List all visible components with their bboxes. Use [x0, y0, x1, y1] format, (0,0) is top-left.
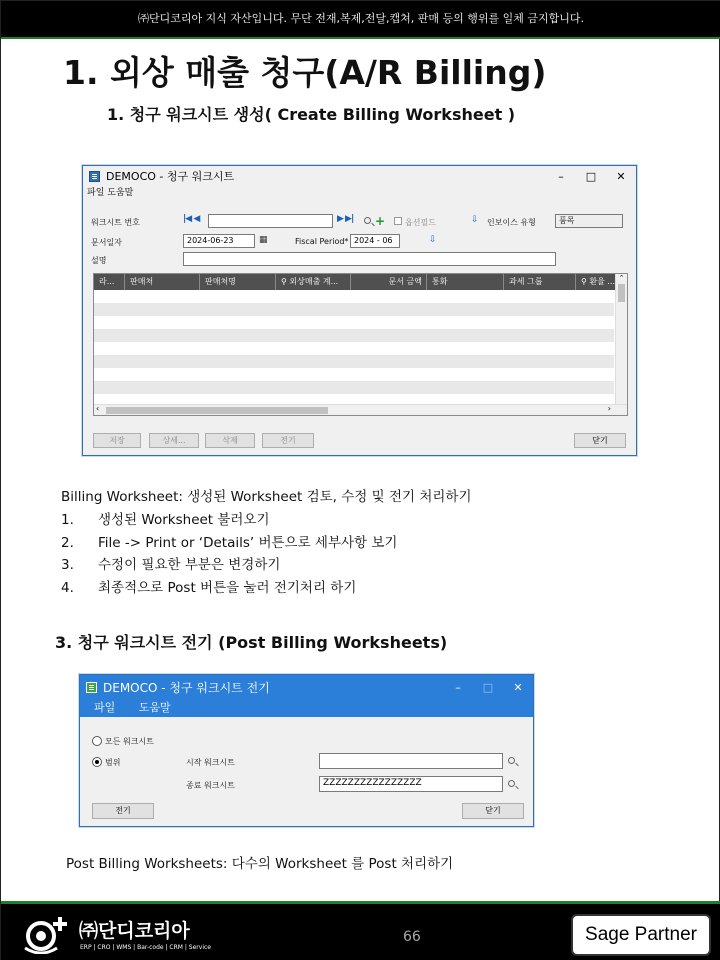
menu-bar[interactable]: 파일 도움말	[87, 188, 134, 198]
intro-text: Billing Worksheet: 생성된 Worksheet 검토, 수정 및 전기 처리하기	[61, 489, 472, 505]
window-titlebar[interactable]	[83, 166, 636, 186]
sage-partner-logo: Sage Partner	[571, 914, 711, 956]
all-worksheets-radio[interactable]	[92, 736, 102, 746]
company-name: ㈜단디코리아	[79, 920, 190, 942]
vertical-scrollbar[interactable]	[615, 274, 627, 406]
company-tagline: ERP | CRO | WMS | Bar-code | CRM | Service	[80, 944, 211, 951]
option-field-label: 옵션필드	[405, 218, 436, 227]
scroll-thumb[interactable]	[618, 284, 625, 302]
doc-date-input[interactable]: 2024-06-23	[183, 234, 255, 248]
table-row[interactable]	[94, 342, 614, 355]
fiscal-period-label: Fiscal Period*	[295, 237, 349, 246]
table-row[interactable]	[94, 368, 614, 381]
all-worksheets-label: 모든 워크시트	[105, 737, 154, 746]
maximize-button[interactable]: □	[585, 169, 597, 183]
to-worksheet-label: 종료 워크시트	[186, 781, 235, 790]
section-3-title: 3. 청구 워크시트 전기 (Post Billing Worksheets)	[55, 633, 448, 652]
worksheet-no-input[interactable]	[208, 214, 333, 228]
page-title: 1. 외상 매출 청구(A/R Billing)	[63, 53, 547, 92]
hscroll-thumb[interactable]	[106, 407, 328, 414]
save-button[interactable]: 저장	[93, 433, 141, 448]
description-label: 설명	[91, 256, 107, 265]
list-item: 1. 생성된 Worksheet 불러오기	[61, 512, 270, 528]
menu-file[interactable]: 파일	[94, 701, 116, 714]
billing-detail-grid[interactable]	[93, 273, 628, 416]
col-customer[interactable]: 판매처	[125, 274, 200, 290]
description-input[interactable]	[183, 252, 556, 266]
grid-header	[94, 274, 627, 290]
footer	[1, 901, 720, 960]
section-subtitle: 1. 청구 워크시트 생성( Create Billing Worksheet )	[107, 105, 516, 124]
minimize-button[interactable]: –	[558, 169, 564, 183]
post-button[interactable]: 전기	[262, 433, 314, 448]
to-worksheet-input[interactable]: ZZZZZZZZZZZZZZZZ	[319, 776, 503, 792]
option-field-checkbox[interactable]	[394, 217, 402, 225]
search-icon[interactable]	[364, 217, 371, 224]
list-item: 3. 수정이 필요한 부분은 변경하기	[61, 557, 281, 573]
close-button[interactable]: 닫기	[574, 433, 626, 448]
period-zoom-icon[interactable]: ⇩	[429, 235, 437, 245]
close-window-button[interactable]: ✕	[513, 680, 523, 694]
window-title: DEMOCO - 청구 워크시트 전기	[103, 680, 270, 695]
doc-date-label: 문서일자	[91, 238, 122, 247]
from-worksheet-input[interactable]	[319, 753, 503, 769]
table-row[interactable]	[94, 290, 614, 303]
add-icon[interactable]: +	[375, 214, 386, 228]
search-icon: ⚲	[581, 277, 590, 286]
details-button[interactable]: 상세...	[149, 433, 199, 448]
window-title: DEMOCO - 청구 워크시트	[106, 170, 235, 183]
post-caption: Post Billing Worksheets: 다수의 Worksheet 를 Post 처리하기	[66, 856, 454, 872]
close-button[interactable]: 닫기	[462, 803, 524, 819]
col-customer-name[interactable]: 판매처명	[200, 274, 276, 290]
table-row[interactable]	[94, 303, 614, 316]
invoice-type-select[interactable]: 품목	[555, 214, 623, 228]
table-row[interactable]	[94, 316, 614, 329]
scroll-left-icon[interactable]: ‹	[96, 404, 100, 413]
company-logo-icon	[21, 914, 73, 954]
worksheet-no-label: 워크시트 번호	[91, 218, 140, 227]
calendar-icon[interactable]: ▦	[259, 235, 268, 245]
zoom-icon[interactable]: ⇩	[471, 215, 479, 225]
col-currency[interactable]: 통화	[427, 274, 504, 290]
col-exchange-rate[interactable]: ⚲ 환율 ...	[576, 274, 616, 290]
app-icon	[89, 171, 100, 182]
menu-help[interactable]: 도움말	[138, 701, 171, 714]
col-tax-group[interactable]: 과세 그룹	[504, 274, 576, 290]
list-item: 4. 최종적으로 Post 버튼을 눌러 전기처리 하기	[61, 580, 357, 596]
post-button[interactable]: 전기	[92, 803, 154, 819]
search-icon[interactable]	[508, 757, 515, 764]
scroll-right-icon[interactable]: ›	[607, 404, 611, 413]
next-last-icon[interactable]: ▶ ▶|	[337, 214, 354, 224]
scroll-up-icon[interactable]: ⌃	[618, 274, 625, 282]
list-item: 2. File -> Print or ‘Details’ 버튼으로 세부사항 보기	[61, 535, 398, 551]
range-label: 범위	[105, 758, 121, 767]
col-doc-amount[interactable]: 문서 금액	[351, 274, 427, 290]
close-window-button[interactable]: ✕	[616, 169, 626, 183]
col-ar-account[interactable]: ⚲ 외상매출 계...	[276, 274, 351, 290]
table-row[interactable]	[94, 329, 614, 342]
copyright-notice: ㈜단디코리아 지식 자산입니다. 무단 전재,복제,전달,캡쳐, 판매 등의 행위를 일체 금지합니다.	[1, 1, 720, 39]
from-worksheet-label: 시작 워크시트	[186, 758, 235, 767]
table-row[interactable]	[94, 355, 614, 368]
search-icon[interactable]	[508, 780, 515, 787]
first-prev-icon[interactable]: |◀ ◀	[183, 214, 200, 224]
billing-worksheet-window	[82, 165, 637, 456]
app-icon	[86, 682, 97, 693]
delete-button[interactable]: 삭제	[205, 433, 255, 448]
table-row[interactable]	[94, 381, 614, 394]
range-radio[interactable]	[92, 757, 102, 767]
window-titlebar[interactable]	[80, 675, 533, 699]
post-worksheets-window	[79, 674, 534, 827]
minimize-button[interactable]: –	[455, 680, 461, 694]
page-number: 66	[403, 929, 421, 945]
search-icon: ⚲	[281, 277, 290, 286]
menu-bar	[80, 699, 533, 717]
fiscal-period-input[interactable]: 2024 - 06	[350, 234, 400, 248]
col-line[interactable]: 라...	[94, 274, 125, 290]
maximize-button[interactable]: □	[482, 680, 494, 694]
horizontal-scrollbar[interactable]	[94, 404, 627, 415]
invoice-type-label: 인보이스 유형	[487, 218, 536, 227]
